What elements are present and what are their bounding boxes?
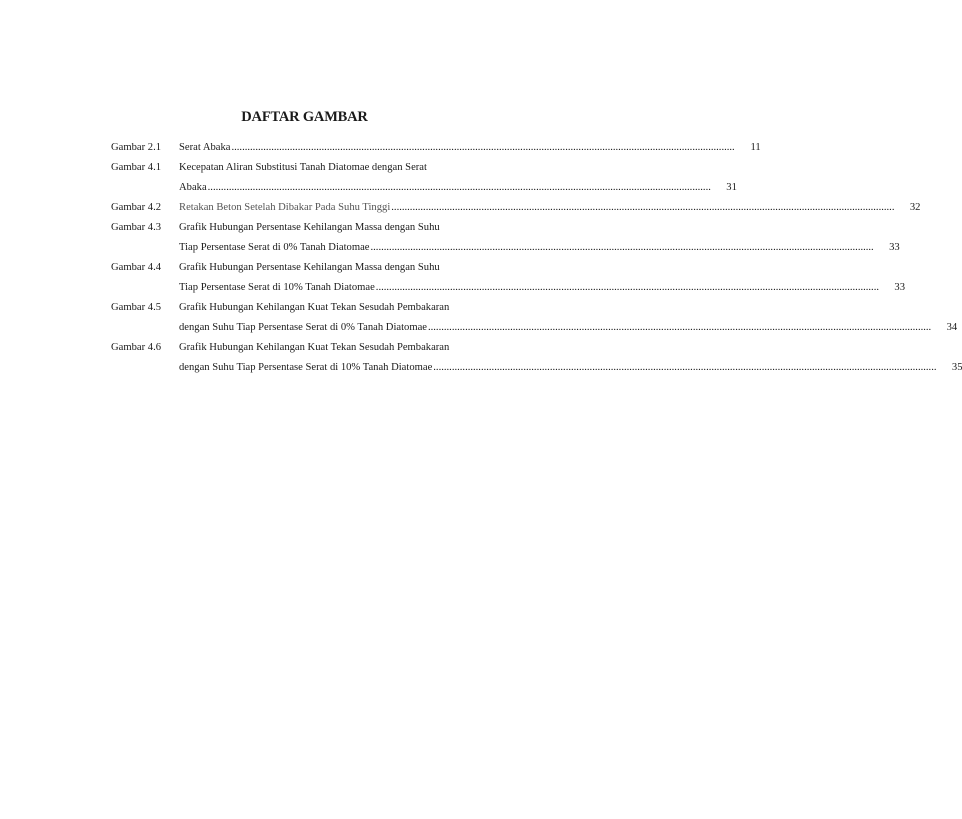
figure-entry <box>111 138 761 158</box>
figure-caption-line: Grafik Hubungan Kehilangan Kuat Tekan Sesudah Pembakaran <box>179 302 450 313</box>
figure-caption-line: Kecepatan Aliran Substitusi Tanah Diatomae dengan Serat <box>179 162 427 173</box>
figure-caption-line: Abaka <box>179 182 207 193</box>
leader-dots <box>208 178 711 198</box>
figure-label: Gambar 4.3 <box>111 222 162 233</box>
figure-caption-line: Tiap Persentase Serat di 10% Tanah Diatomae <box>179 282 375 293</box>
figure-entry <box>111 158 737 198</box>
figure-caption-line: Retakan Beton Setelah Dibakar Pada Suhu Tinggi <box>179 202 391 213</box>
figure-caption-line: Grafik Hubungan Persentase Kehilangan Massa dengan Suhu <box>179 262 440 273</box>
figure-page-number: 11 <box>750 142 761 153</box>
list-of-figures <box>111 138 962 378</box>
figure-page-number: 31 <box>726 182 737 193</box>
figure-page-number: 32 <box>909 202 921 213</box>
figure-entry <box>111 218 900 258</box>
leader-dots <box>433 358 936 378</box>
leader-dots <box>428 318 931 338</box>
figure-entry <box>111 338 962 378</box>
figure-caption-line: Serat Abaka <box>179 142 231 153</box>
leader-dots <box>391 198 894 218</box>
figure-entry <box>111 298 958 338</box>
figure-entry <box>111 258 905 298</box>
figure-label: Gambar 4.4 <box>111 262 162 273</box>
figure-label: Gambar 4.1 <box>111 162 162 173</box>
figure-caption-line: Grafik Hubungan Kehilangan Kuat Tekan Sesudah Pembakaran <box>179 342 450 353</box>
figure-page-number: 35 <box>951 362 962 373</box>
figure-caption-line: Grafik Hubungan Persentase Kehilangan Massa dengan Suhu <box>179 222 440 233</box>
leader-dots <box>371 238 874 258</box>
figure-label: Gambar 4.2 <box>111 202 162 213</box>
figure-caption-line: dengan Suhu Tiap Persentase Serat di 0% Tanah Diatomae <box>179 322 427 333</box>
figure-label: Gambar 2.1 <box>111 142 162 153</box>
figure-page-number: 33 <box>889 242 900 253</box>
figure-page-number: 33 <box>894 282 905 293</box>
figure-caption-line: Tiap Persentase Serat di 0% Tanah Diatomae <box>179 242 370 253</box>
figure-entry <box>111 198 921 218</box>
leader-dots <box>231 138 734 158</box>
figure-page-number: 34 <box>946 322 958 333</box>
figure-label: Gambar 4.6 <box>111 342 162 353</box>
leader-dots <box>376 278 879 298</box>
page-title: DAFTAR GAMBAR <box>241 109 368 125</box>
figure-caption-line: dengan Suhu Tiap Persentase Serat di 10% Tanah Diatomae <box>179 362 433 373</box>
figure-label: Gambar 4.5 <box>111 302 162 313</box>
